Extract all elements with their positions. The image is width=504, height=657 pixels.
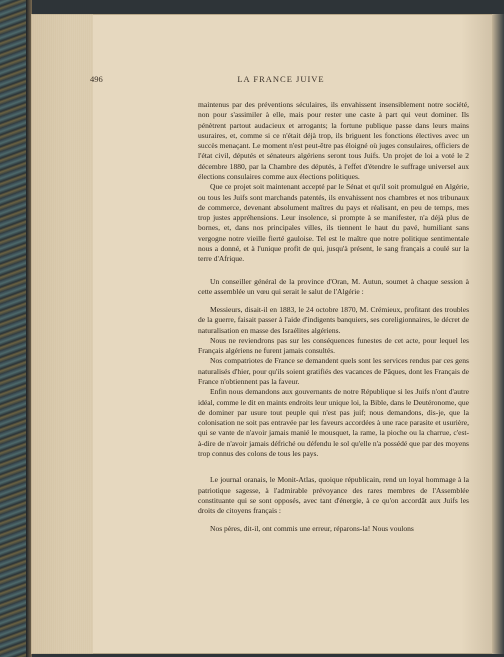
- paragraph: maintenus par des préventions séculaires, ils envahissent insensiblement notre société, non pour s'assimiler à elle, mais pour rester une caste à part qui veut dominer. Ils pénètrent partout audacieux et arrogants; la fortune publique passe dans leurs mains usuraires, et, comme si ce n'était déjà trop, ils briguent les fonctions électives avec un succès menaçant. Le moment n'est peut-être pas éloigné où juges consulaires, officiers de l'état civil, députés et sénateurs algériens seront tous Juifs. Un projet de loi a voté le 2 décembre 1880, par la Chambre des députés, à l'effet d'étendre le suffrage universel aux élections consulaires comme aux élections politiques.: [198, 100, 469, 181]
- paragraph: Le journal oranais, le Monit-Atlas, quoique républicain, rend un loyal hommage à la patriotique sagesse, à l'admirable prévoyance des rares membres de l'Assemblée constituante qui se sont opposés, avec tant d'énergie, à ce qu'on accordât aux Juifs les droits de citoyens français :: [198, 475, 469, 516]
- page-header: [90, 74, 472, 86]
- paragraph: Que ce projet soit maintenant accepté par le Sénat et qu'il soit promulgué en Algérie, ou tous les Juifs sont marchands patentés, ils envahissent nos chambres et nos tribunaux de commerce, devenant absolument maîtres du pays et réalisant, en peu de temps, mes trop justes appréhensions. Leur insolence, si prompte à se manifester, n'a déjà plus de bornes, et, dans nos principales villes, ils tiennent le haut du pavé, humiliant sans vergogne notre vieille fierté gauloise. Tel est le maître que notre politique sentimentale nous a donné, et à l'unique profit de qui, jusqu'à présent, le sang français a coulé sur la terre d'Afrique.: [198, 182, 469, 264]
- paragraph: Nos pères, dit-il, ont commis une erreur, réparons-la! Nous voulons: [210, 524, 414, 534]
- body-text: [198, 100, 469, 535]
- running-head: LA FRANCE JUIVE: [237, 74, 325, 84]
- quoted-paragraph: Nos compatriotes de France se demandent quels sont les services rendus par ces gens naturalisés d'hier, pour qu'ils soient gratifiés des vacances de Pâques, dont les Français de France n'obtiennent pas la faveur.: [198, 356, 469, 387]
- quoted-paragraph: Nous ne reviendrons pas sur les conséquences funestes de cet acte, pour lequel les Français algériens ne furent jamais consultés.: [198, 335, 469, 356]
- page-number: 496: [90, 74, 103, 84]
- quoted-paragraph: Messieurs, disait-il en 1883, le 24 octobre 1870, M. Crémieux, profitant des troubles de la guerre, faisait passer à l'aide d'indigents banquiers, ses coreligionnaires, le décret de naturalisation en masse des Israélites algériens.: [198, 305, 469, 335]
- page-right-edge: [492, 14, 504, 654]
- page-stack-edge: [31, 14, 93, 654]
- paragraph: Un conseiller général de la province d'Oran, M. Autun, soumet à chaque session à cette assemblée un vœu qui serait le salut de l'Algérie :: [198, 276, 469, 296]
- quoted-paragraph: Enfin nous demandons aux gouvernants de notre République si les Juifs n'ont d'autre idéal, comme le dit en maints endroits leur unique loi, la Bible, dans le Deutéronome, que de dominer par usure tout peuple qui n'est pas juif; nous demandons, dis-je, que la colonisation ne soit pas entravée par les faveurs accordées à une race parasite et usurière, qui se vante de n'avoir jamais manié le mousquet, la rame, la pioche ou la charrue, c'est-à-dire de n'avoir jamais défriché ou défendu le sol qu'elle n'a possédé que par des moyens trop connus des colons de tous les pays.: [198, 387, 469, 458]
